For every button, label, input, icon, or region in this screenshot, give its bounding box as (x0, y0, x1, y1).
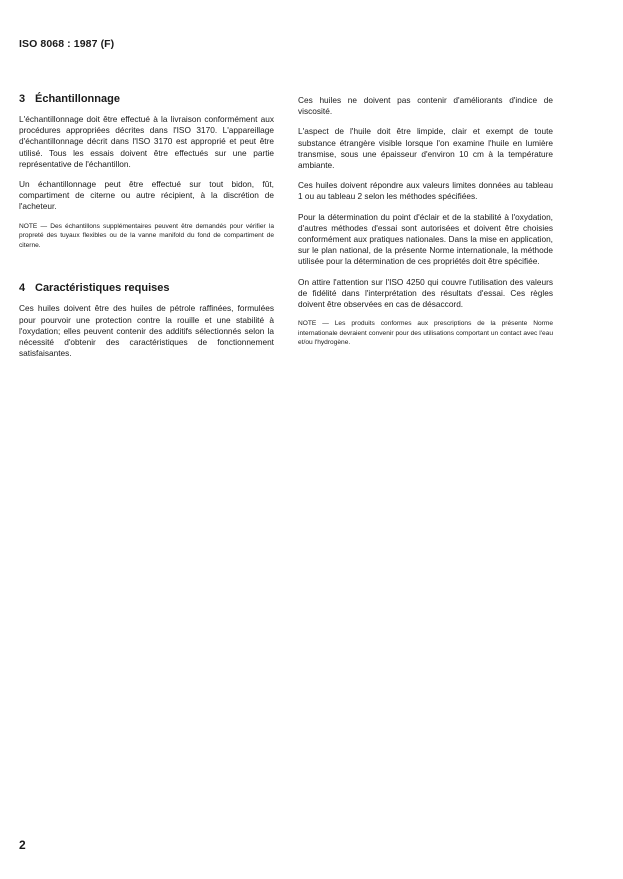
page-number: 2 (19, 838, 26, 852)
right-note: NOTE — Les produits conformes aux prescriptions de la présente Norme internationale devraient convenir pour des utilisations comportant un contact avec l'eau et/ou l'hydrogène. (298, 320, 553, 347)
document-header: ISO 8068 : 1987 (F) (19, 38, 115, 50)
left-column (19, 93, 274, 368)
right-paragraph-2: L'aspect de l'huile doit être limpide, clair et exempt de toute substance étrangère visible lorsque l'on examine l'huile en lumière transmise, sous une épaisseur d'environ 10 cm à la température ambiante. (298, 126, 553, 171)
section-3-paragraph-2: Un échantillonnage peut être effectué sur tout bidon, fût, compartiment de citerne ou autre récipient, à la discrétion de l'acheteur. (19, 179, 274, 212)
section-3-note: NOTE — Des échantillons supplémentaires peuvent être demandés pour vérifier la propreté des tuyaux flexibles ou de la vanne manifold du fond de compartiment de citerne. (19, 222, 274, 249)
right-paragraph-1: Ces huiles ne doivent pas contenir d'améliorants d'indice de viscosité. (298, 95, 553, 117)
right-paragraph-5: On attire l'attention sur l'ISO 4250 qui couvre l'utilisation des valeurs de fidélité dans l'interprétation des résultats d'essai. Ces règles doivent être observées en cas de désaccord. (298, 276, 553, 310)
section-3-number: 3 (19, 93, 26, 105)
right-column (298, 95, 553, 357)
right-paragraph-3: Ces huiles doivent répondre aux valeurs limites données au tableau 1 ou au tableau 2 selon les méthodes spécifiées. (298, 180, 553, 202)
section-4-title: Caractéristiques requises (35, 282, 170, 295)
section-3-title: Échantillonnage (35, 93, 120, 105)
section-4-number: 4 (19, 282, 26, 295)
section-4-heading (19, 282, 274, 294)
right-paragraph-4: Pour la détermination du point d'éclair et de la stabilité à l'oxydation, d'autres méthodes d'essai sont autorisées et doivent être choisies conformément aux pratiques nationales. Dans la mise en application, sur le plan national, de la présente Norme internationale, la méthode utilisée pour la détermination de ces propriétés doit être spécifiée. (298, 211, 553, 267)
section-4-paragraph-1: Ces huiles doivent être des huiles de pétrole raffinées, formulées pour pourvoir une protection contre la rouille et une stabilité à l'oxydation; elles peuvent contenir des additifs sélectionnés selon la nécessité d'obtenir des caractéristiques de fonctionnement satisfaisantes. (19, 303, 274, 359)
section-3-heading (19, 93, 274, 105)
section-3-paragraph-1: L'échantillonnage doit être effectué à la livraison conformément aux procédures appropriées décrites dans l'ISO 3170. L'appareillage d'échantillonnage décrit dans l'ISO 3170 est approprié et peut être utilisé. Tous les essais doivent être effectués sur une partie représentative de l'échantillon. (19, 114, 274, 169)
